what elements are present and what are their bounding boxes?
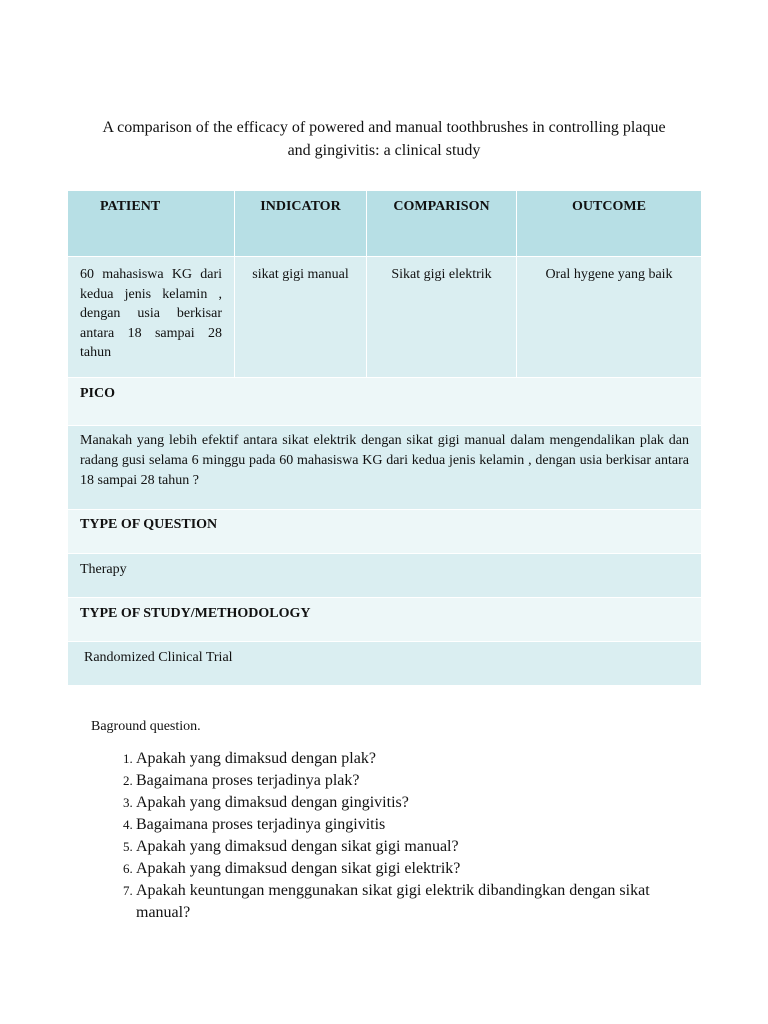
type-of-study-label-row xyxy=(68,598,702,642)
pico-label-row xyxy=(68,378,702,426)
cell-indicator: sikat gigi manual xyxy=(235,257,367,378)
type-of-study-value-row xyxy=(68,642,702,686)
table-row xyxy=(68,257,702,378)
cell-outcome: Oral hygene yang baik xyxy=(517,257,702,378)
list-item: 6. Apakah yang dimaksud dengan sikat gigi elektrik? xyxy=(136,858,692,880)
header-outcome: OUTCOME xyxy=(517,191,702,257)
list-item: 4. Bagaimana proses terjadinya gingivitis xyxy=(136,814,692,836)
header-indicator: INDICATOR xyxy=(235,191,367,257)
list-item: 7. Apakah keuntungan menggunakan sikat gigi elektrik dibandingkan dengan sikat manual? xyxy=(136,880,692,924)
table-header-row xyxy=(68,191,702,257)
pico-label: PICO xyxy=(68,378,702,426)
header-patient: PATIENT xyxy=(68,191,235,257)
background-question-title: Baground question. xyxy=(91,719,201,734)
header-comparison: COMPARISON xyxy=(367,191,517,257)
type-of-question-value: Therapy xyxy=(68,554,702,598)
list-item: 1. Apakah yang dimaksud dengan plak? xyxy=(136,748,692,770)
type-of-study-value: Randomized Clinical Trial xyxy=(68,642,702,686)
cell-patient: 60 mahasiswa KG dari kedua jenis kelamin , dengan usia berkisar antara 18 sampai 28 tahun xyxy=(68,257,235,378)
cell-comparison: Sikat gigi elektrik xyxy=(367,257,517,378)
type-of-question-label: TYPE OF QUESTION xyxy=(68,510,702,554)
list-item: 5. Apakah yang dimaksud dengan sikat gigi manual? xyxy=(136,836,692,858)
type-of-study-label: TYPE OF STUDY/METHODOLOGY xyxy=(68,598,702,642)
background-question-list xyxy=(92,748,692,924)
list-item: 3. Apakah yang dimaksud dengan gingivitis? xyxy=(136,792,692,814)
type-of-question-label-row xyxy=(68,510,702,554)
list-item: 2. Bagaimana proses terjadinya plak? xyxy=(136,770,692,792)
pico-table xyxy=(67,190,702,686)
pico-question-row xyxy=(68,426,702,510)
document-title: A comparison of the efficacy of powered and manual toothbrushes in controlling plaque and gingivitis: a clinical study xyxy=(102,119,666,159)
pico-question: Manakah yang lebih efektif antara sikat elektrik dengan sikat gigi manual dalam mengendalikan plak dan radang gusi selama 6 minggu pada 60 mahasiswa KG dari kedua jenis kelamin , dengan usia berkisar antara 18 sampai 28 tahun ? xyxy=(68,426,702,510)
type-of-question-value-row xyxy=(68,554,702,598)
